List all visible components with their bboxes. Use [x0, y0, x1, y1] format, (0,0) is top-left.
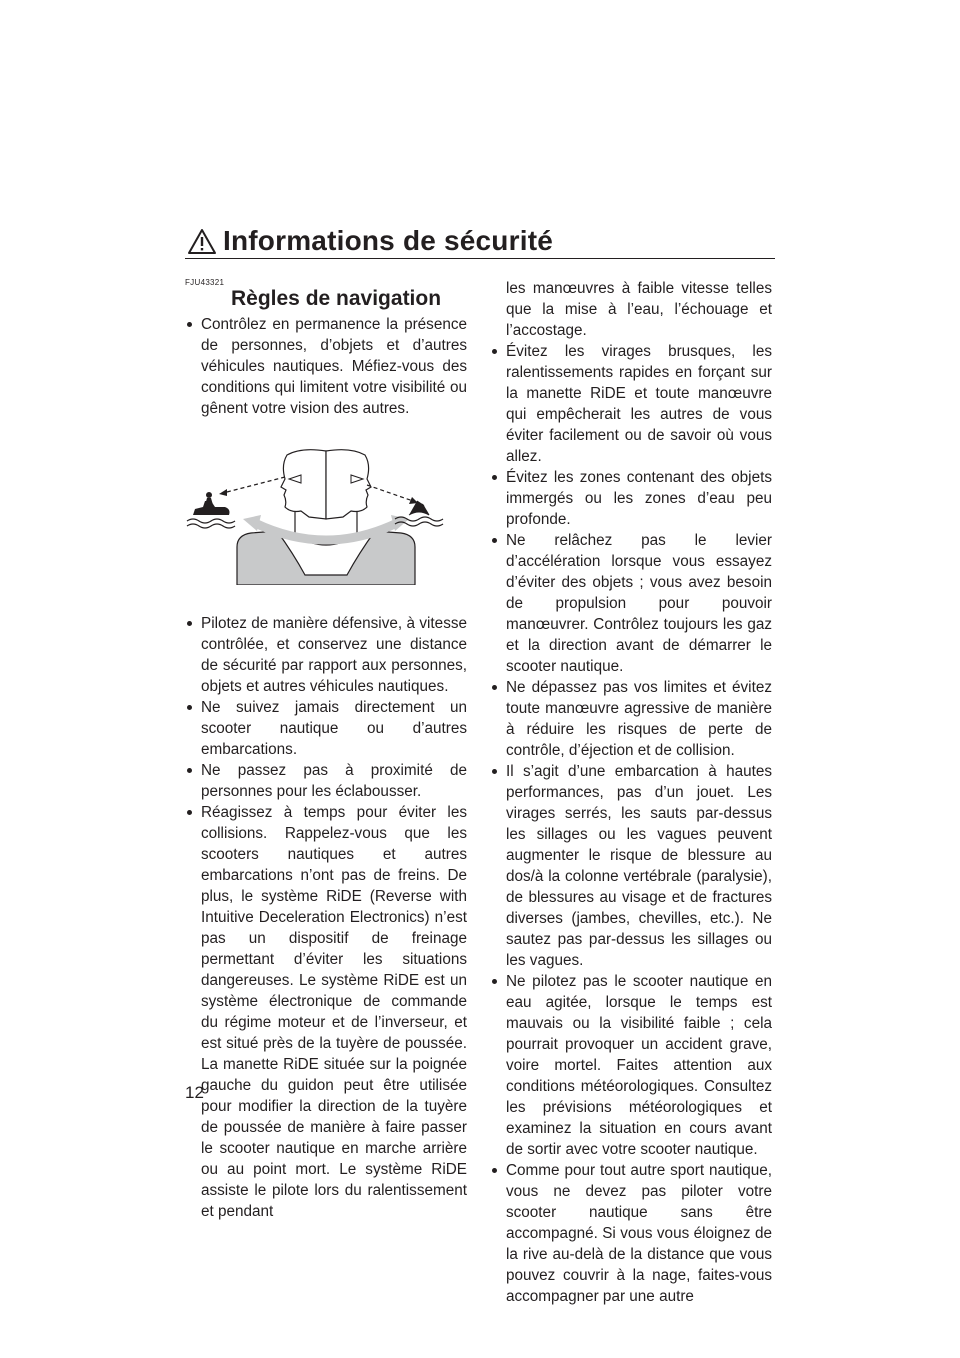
list-item	[490, 677, 772, 761]
list-item-text: Ne dépassez pas vos limites et évitez toute manœuvre agressive de manière à réduire les risques de perte de contrôle, d’éjection et de collision.	[506, 679, 772, 759]
list-item	[185, 314, 467, 419]
bullet-dot	[187, 705, 192, 710]
list-item	[185, 760, 467, 802]
list-item	[490, 467, 772, 530]
bullet-dot	[492, 1168, 497, 1173]
page-title: Informations de sécurité	[223, 225, 553, 256]
list-item	[185, 697, 467, 760]
list-item-text: Pilotez de manière défensive, à vitesse contrôlée, et conservez une distance de sécurité par rapport aux personnes, objets et autres véhicules nautiques.	[201, 615, 467, 695]
list-item-text: Ne passez pas à proximité de personnes pour les éclabousser.	[201, 762, 467, 800]
list-item-text: Réagissez à temps pour éviter les collisions. Rappelez-vous que les scooters nautiques et autres embarcations n’ont pas de freins. De plus, le système RiDE (Reverse with Intuitive Deceleration Electronics) n’est pas un dispositif de freinage permettant d’éviter les situations dangereuses. Le système RiDE est un système électronique de commande du régime moteur et de l’inverseur, et est situé près de la tuyère de poussée. La manette RiDE située sur la poignée gauche du guidon peut être utilisée pour modifier la direction de la tuyère de poussée de manière à faire passer le scooter nautique en marche arrière ou au point mort. Le système RiDE assiste le pilote lors du ralentissement et pendant	[201, 804, 467, 1220]
bullet-list-right	[490, 341, 772, 1307]
section-title: Règles de navigation	[231, 287, 442, 310]
warning-triangle-icon	[187, 228, 217, 255]
list-item	[490, 971, 772, 1160]
bullet-dot	[492, 538, 497, 543]
arrow-left-head	[219, 489, 227, 496]
list-item	[490, 761, 772, 971]
section-code: FJU43321	[185, 278, 225, 287]
list-item-text: Comme pour tout autre sport nautique, vous ne devez pas piloter votre scooter nautique sans être accompagné. Si vous vous éloignez de la rive au-delà de la distance que vous pouvez couvrir à la nage, faites-vous accompagner par une autre	[506, 1162, 772, 1305]
sight-line-right	[367, 485, 413, 501]
list-item	[185, 802, 467, 1222]
bullet-dot	[492, 475, 497, 480]
page-header	[185, 224, 775, 260]
list-item	[490, 1160, 772, 1307]
bullet-dot	[492, 979, 497, 984]
continued-text: les manœuvres à faible vitesse telles que la mise à l’eau, l’échouage et l’accostage.	[506, 280, 772, 339]
bullet-dot	[187, 621, 192, 626]
list-item	[490, 530, 772, 677]
swimmer-icon	[395, 501, 443, 526]
head-left	[281, 450, 326, 519]
bullet-dot	[492, 769, 497, 774]
list-item-text: Ne relâchez pas le levier d’accélération lorsque vous essayez d’éviter des objets ; vous avez besoin de propulsion pour pouvoir manœuvrer. Contrôlez toujours les gaz et la direction avant de démarrer le scooter nautique.	[506, 532, 772, 675]
visibility-illustration	[185, 435, 467, 585]
jet-ski-icon	[187, 492, 235, 528]
bullet-list-bottom	[185, 613, 467, 1222]
bullet-list-top	[185, 314, 467, 419]
head-right	[326, 450, 371, 519]
page-number: 12	[185, 1083, 204, 1102]
header-rule	[185, 258, 775, 259]
bullet-dot	[492, 685, 497, 690]
list-item-text: Évitez les zones contenant des objets immergés ou les zones d’eau peu profonde.	[506, 469, 772, 528]
list-item	[490, 341, 772, 467]
list-item-text: Il s’agit d’une embarcation à hautes performances, pas d’un jouet. Les virages serrés, les sauts par-dessus les sillages ou les vagues peuvent augmenter le risque de blessure au dos/à la colonne vertébrale (paralysie), de blessures au visage et de fractures diverses (jambes, chevilles, etc.). Ne sautez pas par-dessus les sillages ou les vagues.	[506, 763, 772, 969]
list-item-text: Ne suivez jamais directement un scooter nautique ou d’autres embarcations.	[201, 699, 467, 758]
list-item-text: Contrôlez en permanence la présence de personnes, d’objets et d’autres véhicules nautiques. Méfiez-vous des conditions qui limitent votre visibilité ou gênent votre vision des autres.	[201, 316, 467, 417]
list-item	[185, 613, 467, 697]
list-item-text: Ne pilotez pas le scooter nautique en eau agitée, lorsque le temps est mauvais ou la visibilité faible ; cela pourrait provoquer un accident grave, voire mortel. Faites attention aux conditions météorologiques. Consultez les prévisions météorologiques et examinez la situation en cours avant de sortir avec votre scooter nautique.	[506, 973, 772, 1158]
list-item-text: Évitez les virages brusques, les ralentissements rapides en forçant sur la manette RiDE et toute manœuvre qui empêcherait les autres de vous éviter facilement ou de savoir où vous allez.	[506, 343, 772, 465]
bullet-dot	[187, 768, 192, 773]
sight-line-left	[223, 477, 285, 493]
bullet-dot	[187, 810, 192, 815]
left-column	[185, 278, 467, 1222]
right-column	[490, 278, 772, 1307]
bullet-dot	[187, 322, 192, 327]
bullet-dot	[492, 349, 497, 354]
